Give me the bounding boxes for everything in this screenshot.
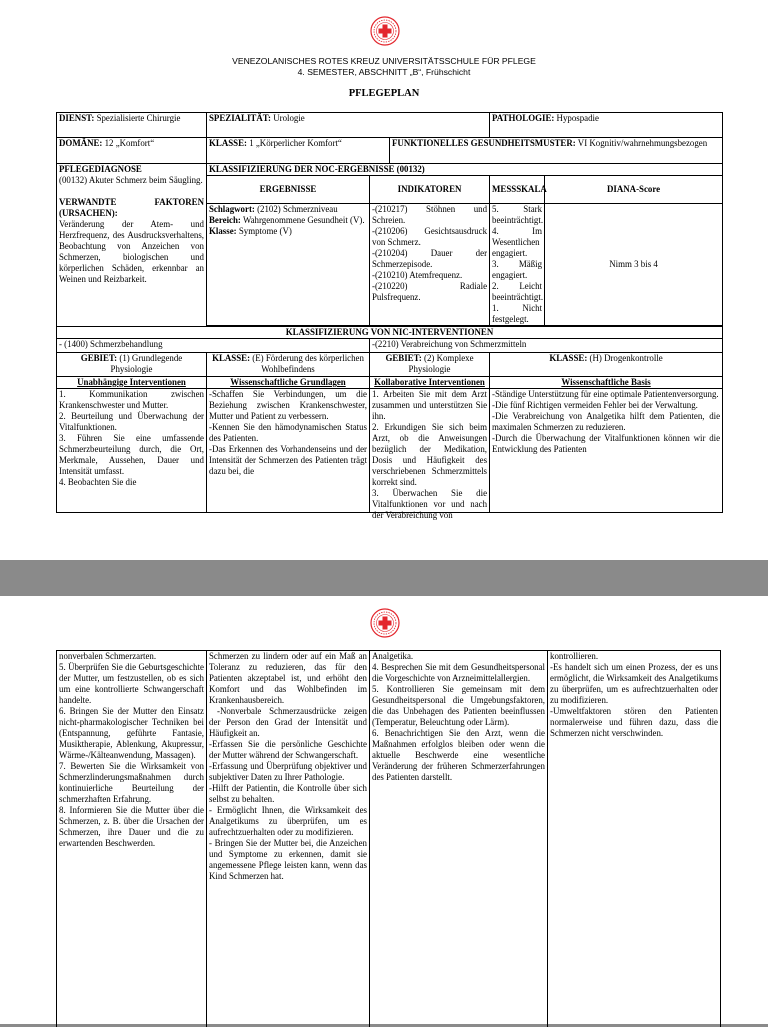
list-item: -(210217) Stöhnen und Schreien.	[372, 204, 487, 226]
noc-diana-cell: Nimm 3 bis 4	[545, 204, 723, 326]
list-item: -Umweltfaktoren stören den Patienten normalerweise und führen dazu, dass die Schmerzen nicht verschwinden.	[550, 706, 718, 739]
list-item: - Ermöglicht Ihnen, die Wirksamkeit des Analgetikums zu überprüfen, um es aufrechtzuerhalten oder zu modifizieren.	[209, 805, 367, 838]
noc-title: KLASSIFIZIERUNG DER NOC-ERGEBNISSE (00132)	[207, 164, 723, 176]
noc-col-diana: DIANA-Score	[545, 176, 723, 204]
list-item: 8. Informieren Sie die Mutter über die Schmerzen, z. B. über die Ursachen der Schmerzen, ihre Dauer und die zu erwartenden Beschwerden.	[59, 805, 204, 849]
klasse-cell: KLASSE: 1 „Körperlicher Komfort“	[207, 138, 390, 164]
document-page-2	[0, 596, 768, 1024]
col4-text	[490, 389, 723, 513]
col2-continued	[207, 651, 370, 1027]
list-item: 3. Mäßig engagiert.	[492, 259, 542, 281]
list-item: 1. Kommunikation zwischen Krankenschwester und Mutter.	[59, 389, 204, 411]
spezialitaet-cell: SPEZIALITÄT: Urologie	[207, 113, 490, 138]
list-item: -(210206) Gesichtsausdruck von Schmerz.	[372, 226, 487, 248]
col4-header: Wissenschaftliche Basis	[490, 377, 723, 389]
continuation-table	[56, 650, 721, 1027]
list-item: Schmerzen zu lindern oder auf ein Maß an Toleranz zu reduzieren, das für den Patienten akzeptabel ist, und erhöht den Komfort und das Wohlbefinden im Krankenhausbereich.	[209, 651, 367, 706]
list-item: -Durch die Überwachung der Vitalfunktionen können wir die Entwicklung des Patienten	[492, 433, 720, 455]
care-plan-table	[56, 112, 723, 513]
list-item: 5. Stark beeinträchtigt.	[492, 204, 542, 226]
pathologie-cell: PATHOLOGIE: Hypospadie	[490, 113, 723, 138]
list-item: 5. Überprüfen Sie die Geburtsgeschichte der Mutter, um festzustellen, ob es sich um eine kontrollierte Schwangerschaft handelte.	[59, 662, 204, 706]
diagnose-cell: PFLEGEDIAGNOSE (00132) Akuter Schmerz beim Säugling. VERWANDTE FAKTOREN (URSACHEN): Veränderung der Atem- und Herzfrequenz, des Ausdrucksverhaltens, Beobachtung von Anzeichen von Schmerzen, biologischen und körperlichen Schäden, erkennbar an Weinen und Reizbarkeit.	[57, 164, 207, 327]
list-item: 1. Arbeiten Sie mit dem Arzt zusammen und unterstützen Sie ihn.	[372, 389, 487, 422]
list-item: -Erfassung und Überprüfung objektiver und subjektiver Daten zu Ihrer Pathologie.	[209, 761, 367, 783]
list-item: -Das Erkennen des Vorhandenseins und der Intensität der Schmerzen des Patienten trägt dazu bei, die	[209, 444, 367, 477]
list-item: -Kennen Sie den hämodynamischen Status des Patienten.	[209, 422, 367, 444]
list-item: 1. Nicht festgelegt.	[492, 303, 542, 325]
list-item: - Bringen Sie der Mutter bei, die Anzeichen und Symptome zu erkennen, damit sie angemessene Pflege leisten kann, wenn das Kind Schmerzen hat.	[209, 838, 367, 882]
col1-text	[57, 389, 207, 513]
list-item: 4. Im Wesentlichen engagiert.	[492, 226, 542, 259]
list-item: 3. Überwachen Sie die Vitalfunktionen vor und nach der Verabreichung von	[372, 488, 487, 521]
list-item: -Nonverbale Schmerzausdrücke zeigen der Person den Grad der Intensität und Häufigkeit an.	[209, 706, 367, 739]
col2-header: Wissenschaftliche Grundlagen	[207, 377, 370, 389]
list-item: -Ständige Unterstützung für eine optimale Patientenversorgung.	[492, 389, 720, 400]
list-item: 7. Bewerten Sie die Wirksamkeit von Schmerzlinderungsmaßnahmen durch kontinuierliche Beurteilung der schmerzhaften Erfahrung.	[59, 761, 204, 805]
col4-continued	[548, 651, 721, 1027]
list-item: Analgetika.	[372, 651, 545, 662]
nic-title: KLASSIFIZIERUNG VON NIC-INTERVENTIONEN	[57, 327, 723, 339]
klasse1-cell: KLASSE: (E) Förderung des körperlichen Wohlbefindens	[207, 353, 370, 377]
gebiet2-cell: GEBIET: (2) Komplexe Physiologie	[370, 353, 490, 377]
col3-header: Kollaborative Interventionen	[370, 377, 490, 389]
list-item: -Erfassen Sie die persönliche Geschichte der Mutter während der Schwangerschaft.	[209, 739, 367, 761]
list-item: 6. Benachrichtigen Sie den Arzt, wenn die Maßnahmen erfolglos bleiben oder wenn die aktuelle Beschwerde eine wesentliche Veränderung der früheren Schmerzerfahrungen des Patienten darstellt.	[372, 728, 545, 783]
list-item: 5. Kontrollieren Sie gemeinsam mit dem Gesundheitspersonal die Umgebungsfaktoren, die das Unbehagen des Patienten beeinflussen (Temperatur, Beleuchtung oder Lärm).	[372, 684, 545, 728]
list-item: -Die Verabreichung von Analgetika hilft dem Patienten, die maximalen Schmerzen zu reduzieren.	[492, 411, 720, 433]
col3-continued	[370, 651, 548, 1027]
list-item: 6. Bringen Sie der Mutter den Einsatz nicht-pharmakologischer Techniken bei (Entspannung, geführte Fantasie, Musiktherapie, Ablenkung, Akupressur, Wärme-/Kälteanwendung, Massagen).	[59, 706, 204, 761]
school-name: VENEZOLANISCHES ROTES KREUZ UNIVERSITÄTSSCHULE FÜR PFLEGE	[0, 56, 768, 67]
red-cross-logo-icon	[370, 608, 400, 638]
noc-col-indikatoren: INDIKATOREN	[370, 176, 490, 204]
dienst-cell: DIENST: Spezialisierte Chirurgie	[57, 113, 207, 138]
noc-ergebnisse-cell: Schlagwort: (2102) Schmerzniveau Bereich: Wahrgenommene Gesundheit (V). Klasse: Symptome (V)	[207, 204, 370, 326]
list-item: -Schaffen Sie Verbindungen, um die Beziehung zwischen Krankenschwester, Mutter und Patient zu verbessern.	[209, 389, 367, 422]
klasse2-cell: KLASSE: (H) Drogenkontrolle	[490, 353, 723, 377]
col1-continued	[57, 651, 207, 1027]
nic-left: - (1400) Schmerzbehandlung	[57, 339, 370, 353]
list-item: -(210220) Radiale Pulsfrequenz.	[372, 281, 487, 303]
noc-col-ergebnisse: ERGEBNISSE	[207, 176, 370, 204]
list-item: nonverbalen Schmerzarten.	[59, 651, 204, 662]
domaene-cell: DOMÄNE: 12 „Komfort“	[57, 138, 207, 164]
red-cross-logo-icon	[370, 16, 400, 46]
list-item: -Hilft der Patientin, die Kontrolle über sich selbst zu behalten.	[209, 783, 367, 805]
noc-indikatoren-cell	[370, 204, 490, 326]
col2-text	[207, 389, 370, 513]
list-item: -(210204) Dauer der Schmerzepisode.	[372, 248, 487, 270]
list-item: kontrollieren.	[550, 651, 718, 662]
noc-messskala-cell	[490, 204, 545, 326]
noc-col-messskala: MESSSKALA	[490, 176, 545, 204]
list-item: 2. Erkundigen Sie sich beim Arzt, ob die Anweisungen bezüglich der Medikation, Dosis und Häufigkeit des verschriebenen Schmerzmittels korrekt sind.	[372, 422, 487, 488]
gebiet1-cell: GEBIET: (1) Grundlegende Physiologie	[57, 353, 207, 377]
semester-line: 4. SEMESTER, ABSCHNITT „B“, Frühschicht	[0, 67, 768, 78]
list-item: 2. Leicht beeinträchtigt.	[492, 281, 542, 303]
list-item: -Es handelt sich um einen Prozess, der es uns ermöglicht, die Wirksamkeit des Analgetikums zu überprüfen, um es aufrechtzuerhalten oder zu modifizieren.	[550, 662, 718, 706]
list-item: 4. Besprechen Sie mit dem Gesundheitspersonal die Vorgeschichte von Arzneimittelallergien.	[372, 662, 545, 684]
list-item: 4. Beobachten Sie die	[59, 477, 204, 488]
list-item: 2. Beurteilung und Überwachung der Vitalfunktionen.	[59, 411, 204, 433]
document-title: PFLEGEPLAN	[0, 88, 768, 99]
col1-header: Unabhängige Interventionen	[57, 377, 207, 389]
funktion-cell: FUNKTIONELLES GESUNDHEITSMUSTER: VI Kognitiv/wahrnehmungsbezogen	[390, 138, 723, 164]
list-item: -(210210) Atemfrequenz.	[372, 270, 487, 281]
col3-text	[370, 389, 490, 513]
list-item: -Die fünf Richtigen vermeiden Fehler bei der Verwaltung.	[492, 400, 720, 411]
nic-right: -(2210) Verabreichung von Schmerzmitteln	[370, 339, 723, 353]
list-item: 3. Führen Sie eine umfassende Schmerzbeurteilung durch, die Ort, Merkmale, Aussehen, Dauer und Intensität umfasst.	[59, 433, 204, 477]
